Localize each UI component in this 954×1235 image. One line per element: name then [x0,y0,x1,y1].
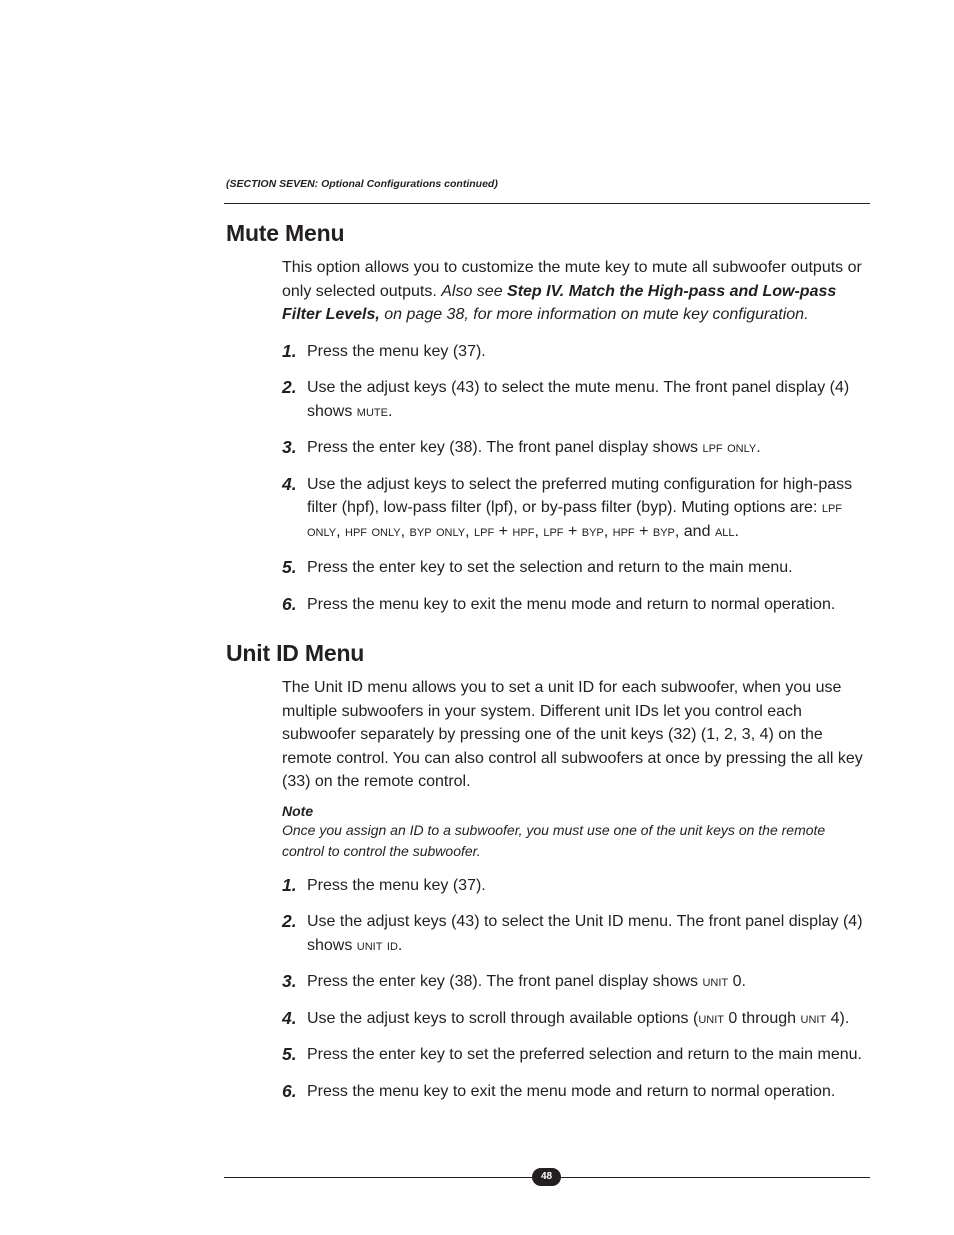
separator: , [400,522,410,540]
list-item [282,473,866,544]
unit-id-menu-title: Unit ID Menu [226,640,365,666]
list-item [282,1080,866,1104]
list-item [282,376,866,423]
intro-tail-text: on page 38, for more information on mute key configuration. [379,306,809,323]
list-item [282,1043,866,1067]
step-text: Press the menu key to exit the menu mode and return to normal operation. [307,1082,836,1100]
step-number: 4. [282,473,297,494]
separator: , [674,522,684,540]
unit-id-menu-section [226,640,866,1103]
step-text: Use the adjust keys to scroll through available options ( [307,1009,699,1027]
step-text: Press the menu key to exit the menu mode and return to normal operation. [307,595,836,613]
mute-menu-body [282,256,866,616]
step-number: 6. [282,1080,297,1101]
step-text: Use the adjust keys (43) to select the Unit ID menu. The front panel display (4) shows [307,913,863,954]
step-punct: . [397,936,403,954]
step-number: 3. [282,971,297,991]
list-item [282,593,866,617]
page-number-badge: 48 [532,1168,561,1186]
list-item [282,910,866,957]
muting-option: hpf + byp [612,522,675,540]
list-item [282,874,866,898]
step-number: 2. [282,377,297,397]
muting-option: lpf only [307,499,843,540]
step-reference: Step IV. Match the High-pass and Low-pass Filter Levels, [282,282,837,323]
muting-option: lpf + byp [543,522,604,540]
step-number: 1. [282,340,297,361]
also-see-text: Also see [441,282,508,300]
step-punct: . [734,522,739,540]
note-label: Note [282,802,314,819]
list-item [282,340,866,364]
running-head: (SECTION SEVEN: Optional Configurations continued) [226,178,498,190]
header-rule [224,203,870,204]
display-readout: mute [356,402,388,420]
list-item [282,970,866,994]
step-number: 4. [282,1007,297,1028]
display-readout: unit id [356,936,398,954]
unit-id-menu-body [282,676,866,1103]
step-number: 1. [282,874,297,895]
step-text-middle: through [737,1009,801,1027]
and-word: and [683,522,711,540]
step-text: Press the enter key (38). The front panel display shows [307,973,703,990]
display-readout: unit 0. [702,973,746,990]
mute-menu-title: Mute Menu [226,220,345,246]
mute-steps-list [282,340,866,617]
muting-option: byp only [409,522,466,540]
separator: , [465,522,475,540]
separator: , [336,522,346,540]
mute-menu-intro [282,256,866,327]
step-text: Press the enter key to set the selection and return to the main menu. [307,559,793,576]
separator: , [603,522,613,540]
muting-option: hpf only [345,522,401,540]
unit-id-intro: The Unit ID menu allows you to set a unit ID for each subwoofer, when you use multiple subwoofers in your system. Different unit IDs let you control each subwoofer separately by pressing one of the unit keys (32) (1, 2, 3, 4) on the remote control. You can also control all subwoofers at once by pressing the all key (33) on the remote control. [282,679,863,790]
step-punct: . [756,439,761,456]
step-text: Press the enter key (38). The front panel display shows [307,439,703,456]
step-text: Press the menu key (37). [307,876,486,894]
step-punct: . [387,402,393,420]
step-number: 6. [282,593,297,614]
step-number: 5. [282,557,297,577]
note-box [282,802,866,862]
muting-option: lpf + hpf [474,522,535,540]
step-number: 3. [282,437,297,457]
step-text: Press the enter key to set the preferred selection and return to the main menu. [307,1046,862,1063]
list-item [282,1007,866,1031]
mute-menu-section [226,220,866,616]
unit-id-steps-list [282,874,866,1104]
step-punct: ). [839,1009,850,1027]
note-text: Once you assign an ID to a subwoofer, you must use one of the unit keys on the remote control to control the subwoofer. [282,821,826,859]
step-text: Use the adjust keys to select the preferred muting configuration for high-pass filter (hpf), low-pass filter (lpf), or by-pass filter (byp). Muting options are: [307,475,853,516]
intro-text: This option allows you to customize the mute key to mute all subwoofer outputs or only selected outputs. [282,259,862,300]
step-number: 5. [282,1044,297,1064]
display-readout: unit 0 [698,1009,738,1027]
step-text: Use the adjust keys (43) to select the mute menu. The front panel display (4) shows [307,379,850,420]
display-readout: unit 4 [800,1009,840,1027]
muting-option: all [714,522,735,540]
step-text: Press the menu key (37). [307,342,486,360]
list-item [282,556,866,580]
separator: , [534,522,544,540]
step-number: 2. [282,911,297,931]
display-readout: lpf only [702,439,757,456]
list-item [282,436,866,460]
